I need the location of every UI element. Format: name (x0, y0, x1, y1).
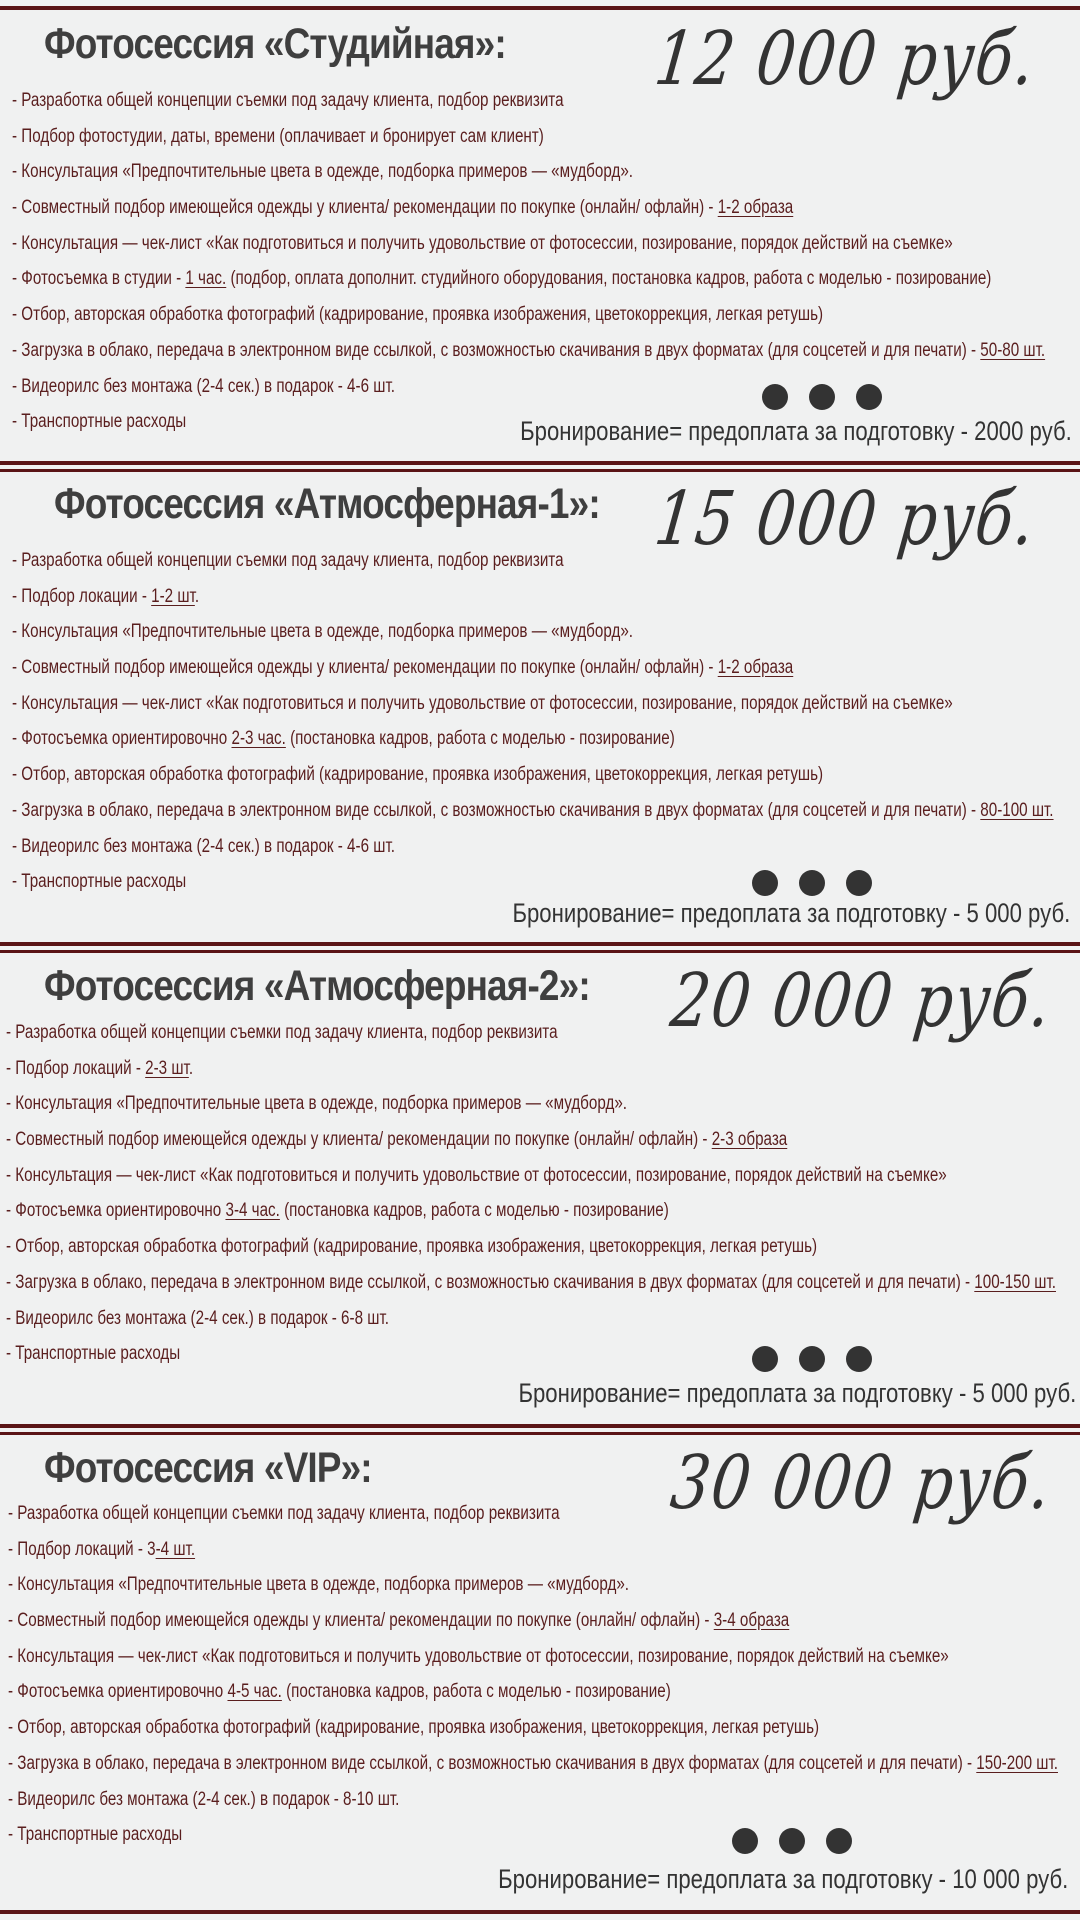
dot-icon (799, 870, 825, 896)
feature-item (12, 154, 1045, 190)
feature-highlight: -4 шт. (155, 1538, 196, 1560)
feature-text: - Консультация «Предпочтительные цвета в одежде, подборка примеров — «мудборд». (6, 1093, 627, 1115)
feature-text: - Разработка общей концепции съемки под задачу клиента, подбор реквизита (12, 90, 564, 111)
feature-item (12, 650, 1054, 686)
feature-text: - Отбор, авторская обработка фотографий (кадрирование, проявка изображения, цветокоррекция, легкая ретушь) (8, 1717, 820, 1739)
feature-highlight: 4-5 час. (227, 1681, 282, 1703)
feature-item (8, 1674, 1058, 1710)
feature-text: - Транспортные расходы (12, 411, 187, 433)
feature-item (8, 1746, 1058, 1782)
feature-item (12, 543, 1054, 579)
feature-item (12, 333, 1045, 369)
dots-decoration (752, 870, 872, 896)
feature-highlight: 1-2 шт (151, 585, 195, 607)
feature-text: - Фотосъемка ориентировочно (12, 728, 232, 750)
feature-item (8, 1532, 1058, 1568)
feature-text: - Фотосъемка в студии - (12, 268, 186, 290)
divider (0, 469, 1080, 472)
feature-text-after: (постановка кадров, работа с моделью - позирование) (279, 1200, 669, 1222)
dot-icon (752, 1346, 778, 1372)
feature-text: - Отбор, авторская обработка фотографий (кадрирование, проявка изображения, цветокоррекция, легкая ретушь) (12, 764, 824, 786)
feature-item (6, 1015, 1056, 1051)
package-price: 12 000 руб. (650, 16, 1040, 102)
divider (0, 6, 1080, 10)
feature-item (12, 864, 1054, 900)
feature-item (12, 190, 1045, 226)
feature-item (12, 119, 1045, 155)
feature-item (12, 721, 1054, 757)
dot-icon (826, 1828, 852, 1854)
feature-text: - Видеорилс без монтажа (2-4 сек.) в подарок - 4-6 шт. (12, 375, 395, 397)
feature-item (8, 1567, 1058, 1603)
feature-text-after: (подбор, оплата дополнит. студийного оборудования, постановка кадров, работа с моделью - позирование) (226, 268, 992, 290)
feature-item (8, 1639, 1058, 1675)
dot-icon (732, 1828, 758, 1854)
dots-decoration (762, 384, 882, 410)
feature-item (8, 1496, 1058, 1532)
feature-item (12, 297, 1045, 333)
dot-icon (752, 870, 778, 896)
feature-item (12, 614, 1054, 650)
feature-text: - Транспортные расходы (6, 1343, 181, 1365)
divider (0, 942, 1080, 946)
feature-highlight: 3-4 образа (713, 1610, 790, 1632)
feature-text: - Совместный подбор имеющейся одежды у клиента/ рекомендации по покупке (онлайн/ офлайн) - (6, 1129, 712, 1151)
feature-highlight: 50-80 шт. (980, 339, 1046, 361)
feature-text-after: . (194, 585, 200, 607)
feature-highlight: 150-200 шт. (976, 1752, 1058, 1774)
dot-icon (809, 384, 835, 410)
feature-text: - Разработка общей концепции съемки под задачу клиента, подбор реквизита (8, 1503, 560, 1524)
feature-highlight: 1-2 образа (717, 657, 794, 679)
feature-text: - Консультация — чек-лист «Как подготовиться и получить удовольствие от фотосессии, позирование, порядок действий на съемке» (6, 1164, 947, 1186)
dot-icon (856, 384, 882, 410)
feature-text: - Консультация «Предпочтительные цвета в одежде, подборка примеров — «мудборд». (12, 161, 633, 183)
feature-text: - Фотосъемка ориентировочно (8, 1681, 228, 1703)
feature-text: - Консультация — чек-лист «Как подготовиться и получить удовольствие от фотосессии, позирование, порядок действий на съемке» (8, 1645, 949, 1667)
feature-item (6, 1193, 1056, 1229)
dot-icon (846, 870, 872, 896)
feature-list (6, 1015, 1080, 1372)
dot-icon (762, 384, 788, 410)
booking-note: Бронирование= предоплата за подготовку - 5 000 руб. (518, 1378, 1076, 1408)
feature-text: - Разработка общей концепции съемки под задачу клиента, подбор реквизита (12, 550, 564, 571)
feature-text: - Транспортные расходы (12, 871, 187, 893)
feature-highlight: 2-3 образа (711, 1129, 788, 1151)
feature-item (12, 686, 1054, 722)
feature-text: - Подбор локации - (12, 585, 152, 607)
package-price: 30 000 руб. (666, 1440, 1056, 1526)
feature-text: - Фотосъемка ориентировочно (6, 1200, 226, 1222)
dot-icon (779, 1828, 805, 1854)
feature-list (8, 1496, 1080, 1853)
feature-text-after: (постановка кадров, работа с моделью - позирование) (285, 728, 675, 750)
feature-text: - Подбор фотостудии, даты, времени (оплачивает и бронирует сам клиент) (12, 125, 544, 147)
feature-list (12, 83, 1080, 440)
dots-decoration (732, 1828, 852, 1854)
divider (0, 1424, 1080, 1428)
feature-item (12, 829, 1054, 865)
feature-item (8, 1817, 1058, 1853)
feature-text: - Загрузка в облако, передача в электронном виде ссылкой, с возможностью скачивания в двух форматах (для соцсетей и для печати) - (12, 799, 981, 821)
feature-text: - Загрузка в облако, передача в электронном виде ссылкой, с возможностью скачивания в двух форматах (для соцсетей и для печати) - (6, 1271, 975, 1293)
feature-item (8, 1710, 1058, 1746)
booking-note: Бронирование= предоплата за подготовку - 5 000 руб. (512, 898, 1070, 928)
feature-highlight: 80-100 шт. (980, 799, 1054, 821)
booking-note: Бронирование= предоплата за подготовку - 2000 руб. (520, 416, 1072, 446)
feature-text-after: (постановка кадров, работа с моделью - позирование) (281, 1681, 671, 1703)
feature-item (8, 1782, 1058, 1818)
feature-item (6, 1086, 1056, 1122)
feature-text: - Видеорилс без монтажа (2-4 сек.) в подарок - 6-8 шт. (6, 1307, 389, 1329)
feature-item (8, 1603, 1058, 1639)
feature-highlight: 1-2 образа (717, 197, 794, 219)
feature-text: - Совместный подбор имеющейся одежды у клиента/ рекомендации по покупке (онлайн/ офлайн) - (8, 1610, 714, 1632)
feature-highlight: 2-3 шт (145, 1057, 189, 1079)
feature-text: - Видеорилс без монтажа (2-4 сек.) в подарок - 8-10 шт. (8, 1788, 400, 1810)
feature-text: - Подбор локаций - 3 (8, 1538, 156, 1560)
dot-icon (799, 1346, 825, 1372)
feature-item (12, 793, 1054, 829)
feature-text: - Консультация — чек-лист «Как подготовиться и получить удовольствие от фотосессии, позирование, порядок действий на съемке» (12, 232, 953, 254)
package-title: Фотосессия «Атмосферная-1»: (54, 480, 600, 528)
feature-item (6, 1051, 1056, 1087)
feature-text: - Консультация «Предпочтительные цвета в одежде, подборка примеров — «мудборд». (12, 621, 633, 643)
feature-text: - Консультация «Предпочтительные цвета в одежде, подборка примеров — «мудборд». (8, 1574, 629, 1596)
feature-highlight: 100-150 шт. (974, 1271, 1056, 1293)
package-title: Фотосессия «Студийная»: (44, 20, 506, 68)
feature-text: - Транспортные расходы (8, 1824, 183, 1846)
feature-text: - Разработка общей концепции съемки под задачу клиента, подбор реквизита (6, 1022, 558, 1043)
feature-item (6, 1301, 1056, 1337)
feature-item (6, 1336, 1056, 1372)
divider (0, 1910, 1080, 1914)
feature-text: - Отбор, авторская обработка фотографий (кадрирование, проявка изображения, цветокоррекция, легкая ретушь) (6, 1236, 818, 1258)
feature-item (6, 1158, 1056, 1194)
package-title: Фотосессия «Атмосферная-2»: (44, 962, 590, 1010)
feature-item (6, 1265, 1056, 1301)
feature-text: - Отбор, авторская обработка фотографий (кадрирование, проявка изображения, цветокоррекция, легкая ретушь) (12, 304, 824, 326)
feature-text: - Загрузка в облако, передача в электронном виде ссылкой, с возможностью скачивания в двух форматах (для соцсетей и для печати) - (12, 339, 981, 361)
feature-text: - Подбор локаций - (6, 1057, 146, 1079)
package-price: 15 000 руб. (650, 476, 1040, 562)
feature-text-after: . (188, 1057, 194, 1079)
package-price: 20 000 руб. (666, 958, 1056, 1044)
divider (0, 461, 1080, 465)
divider (0, 950, 1080, 953)
feature-item (12, 226, 1045, 262)
booking-note: Бронирование= предоплата за подготовку - 10 000 руб. (497, 1864, 1068, 1894)
feature-item (12, 757, 1054, 793)
feature-highlight: 3-4 час. (225, 1200, 280, 1222)
package-title: Фотосессия «VIP»: (44, 1444, 372, 1492)
feature-text: - Загрузка в облако, передача в электронном виде ссылкой, с возможностью скачивания в двух форматах (для соцсетей и для печати) - (8, 1752, 977, 1774)
feature-text: - Совместный подбор имеющейся одежды у клиента/ рекомендации по покупке (онлайн/ офлайн) - (12, 657, 718, 679)
feature-text: - Консультация — чек-лист «Как подготовиться и получить удовольствие от фотосессии, позирование, порядок действий на съемке» (12, 692, 953, 714)
feature-text: - Совместный подбор имеющейся одежды у клиента/ рекомендации по покупке (онлайн/ офлайн) - (12, 197, 718, 219)
feature-item (6, 1229, 1056, 1265)
feature-item (12, 83, 1045, 119)
feature-item (6, 1122, 1056, 1158)
feature-highlight: 1 час. (185, 268, 227, 290)
dots-decoration (752, 1346, 872, 1372)
feature-highlight: 2-3 час. (231, 728, 286, 750)
feature-item (12, 579, 1054, 615)
dot-icon (846, 1346, 872, 1372)
feature-item (12, 369, 1045, 405)
divider (0, 1432, 1080, 1435)
feature-list (12, 543, 1080, 900)
feature-item (12, 261, 1045, 297)
feature-text: - Видеорилс без монтажа (2-4 сек.) в подарок - 4-6 шт. (12, 835, 395, 857)
